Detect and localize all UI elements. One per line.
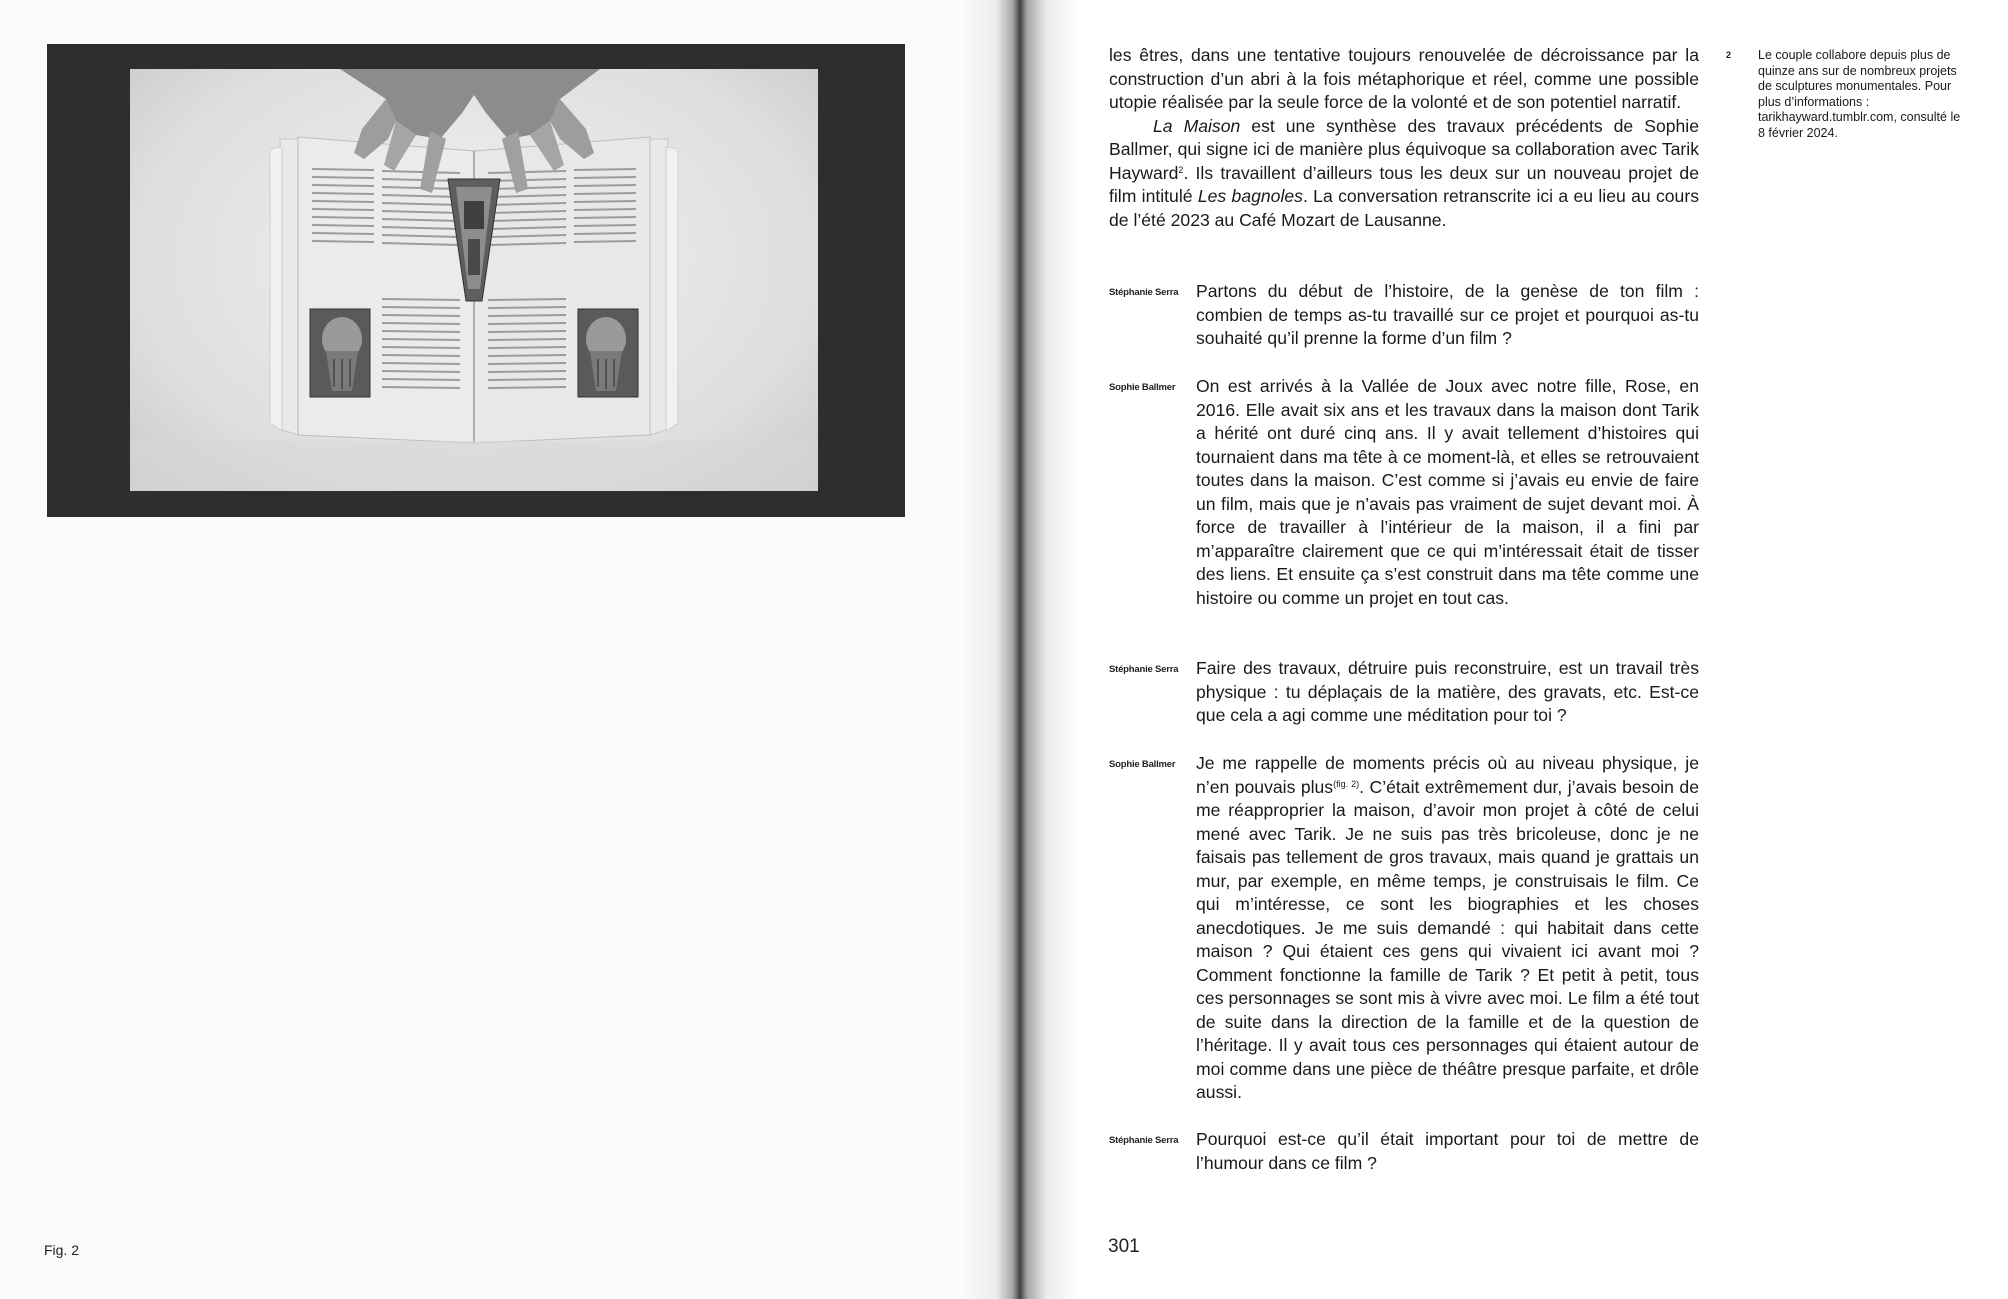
intro-text-segment: est une synthèse des travaux précédents de Sophie Ballmer, qui signe ici de manière plus équivoque sa collaboration avec Tarik Hayward	[1109, 115, 1699, 183]
dialogue-turn	[1196, 375, 1699, 610]
dialogue-text-segment: Je me rappelle de moments précis où au niveau physique, je n’en pouvais plus	[1196, 753, 1699, 797]
dialogue-text	[1196, 752, 1699, 1105]
dialogue-text: Partons du début de l’histoire, de la genèse de ton film : combien de temps as-tu travaillé sur ce projet et pourquoi as-tu souhaité qu’il prenne la forme d’un film ?	[1196, 281, 1699, 348]
dialogue-text: On est arrivés à la Vallée de Joux avec notre fille, Rose, en 2016. Elle avait six ans et les travaux dans la maison dont Tarik a hérité ont duré cinq ans. Il y avait tellement d’histoires qui tournaient dans ma tête à ce moment-là, et elles se retrouvaient toutes dans la maison. C’est comme si j’avais eu envie de faire un film, mais que je n’avais pas vraiment de sujet devant moi. À force de travailler à l’intérieur de la maison, il a fini par m’apparaître clairement que ce qui m’intéressait était de tisser des liens. Et ensuite ça s’est construit dans ma tête comme une histoire ou comme un projet en tout cas.	[1196, 376, 1699, 608]
dialogue-text: Faire des travaux, détruire puis reconstruire, est un travail très physique : tu déplaçais de la matière, des gravats, etc. Est-ce que cela a agi comme une méditation pour toi ?	[1196, 658, 1699, 725]
speaker-label: Sophie Ballmer	[1109, 759, 1176, 770]
speaker-label: Stéphanie Serra	[1109, 1135, 1179, 1146]
projected-screen	[130, 69, 818, 491]
speaker-label: Stéphanie Serra	[1109, 287, 1179, 298]
figure-label: Fig. 2	[44, 1242, 80, 1258]
intro-text-segment: . La conversation retranscrite ici a eu lieu au cours de l’été 2023 au Café Mozart de Lausanne.	[1109, 186, 1699, 230]
work-title: La Maison	[1153, 115, 1241, 136]
page-number: 301	[1108, 1236, 1140, 1257]
film-still-photo	[47, 44, 905, 517]
footnote-number: 2	[1726, 50, 1732, 60]
speaker-label: Sophie Ballmer	[1109, 382, 1176, 393]
footnote-ref[interactable]: 2	[1178, 164, 1184, 175]
speaker-label: Stéphanie Serra	[1109, 664, 1179, 675]
intro-text-segment: . Ils travaillent d’ailleurs tous les deux sur un nouveau projet de film intitulé	[1109, 162, 1699, 206]
dialogue-turn	[1196, 657, 1699, 728]
dialogue-text-segment: . C’était extrêmement dur, j’avais besoin de me réapproprier la maison, d’avoir mon projet à côté de celui mené avec Tarik. Je ne suis pas très bricoleuse, donc je ne faisais pas tellement de gros travaux, mais quand je grattais un mur, par exemple, en même temps, je construisais le film. Ce qui m’intéresse, ce sont les biographies et les choses anecdotiques. Je me suis demandé : qui habitait dans cette maison ? Qui étaient ces gens qui vivaient ici avant moi ? Comment fonctionne la famille de Tarik ? Et petit à petit, tous ces personnages se sont mis à vivre avec moi. Le film a été tout de suite dans la direction de la famille et de la question de l’héritage. Il y avait tous ces personnages qui étaient autour de moi comme dans une pièce de théâtre presque parfaite, et drôle aussi.	[1196, 776, 1699, 1102]
intro-text	[1109, 44, 1699, 232]
dialogue-turn	[1196, 752, 1699, 1105]
film-title: Les bagnoles	[1197, 186, 1303, 206]
intro-paragraph-2	[1109, 115, 1699, 233]
open-book-illustration	[130, 69, 818, 491]
footnote-text: Le couple collabore depuis plus de quinze ans sur de nombreux projets de sculptures monumentales. Pour plus d’informations : tarikhayward.tumblr.com, consulté le 8 février 2024.	[1758, 48, 1961, 140]
intro-paragraph-1: les êtres, dans une tentative toujours renouvelée de décroissance par la construction d’un abri à la fois métaphorique et réel, comme une possible utopie réalisée par la seule force de la volonté et de son potentiel narratif.	[1109, 45, 1699, 112]
dialogue-text: Pourquoi est-ce qu’il était important pour toi de mettre de l’humour dans ce film ?	[1196, 1129, 1699, 1173]
figure-ref[interactable]: (fig. 2)	[1333, 778, 1360, 789]
dialogue-turn	[1196, 1128, 1699, 1175]
dialogue-turn	[1196, 280, 1699, 351]
